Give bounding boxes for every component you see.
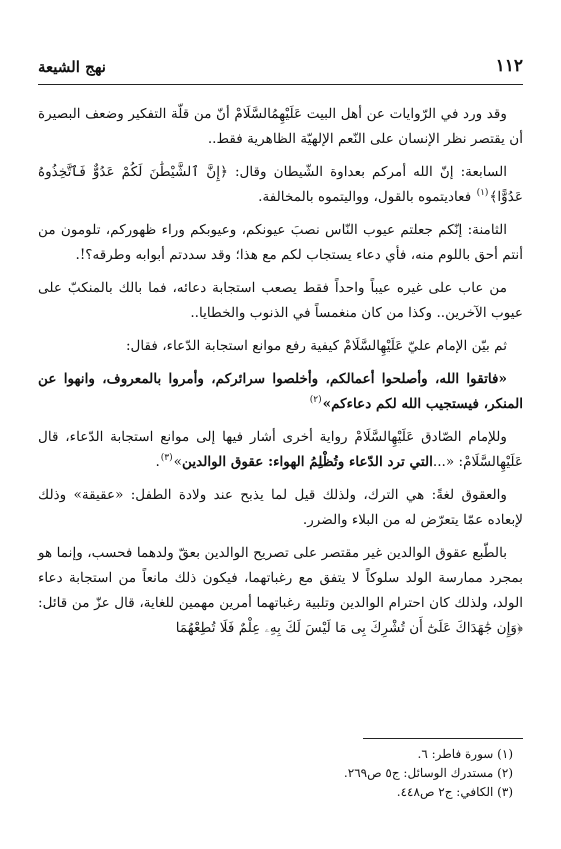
footnote-ref-1: (١) [476,188,489,199]
book-title: نهج الشيعة [38,58,106,76]
paragraph-9: بالطّبع عقوق الوالدين غير مقتصر على تصريح الوالدين بعقّ ولدهما فحسب، وإنما هو بمجرد ممارسة الولد سلوكاً لا يتفق مع رغباتهما، فيكون ذلك مانعاً من استجابة دعاء الولد، ولذلك كان احترام الوالدين وتلبية رغباتهما أمرين مهمين للغاية، قال عزّ من قائل: ﴿وَإِن جَٰهَدَاكَ عَلَىٰٓ أَن تُشْرِكَ بِى مَا لَيْسَ لَكَ بِهِۦ عِلْمٌ فَلَا تُطِعْهُمَا [38,545,523,636]
footnote-ref-2: (٢) [309,395,322,406]
paragraph-5: ثم بيّن الإمام عليّ عَلَيْهِالسَّلَامْ كيفية رفع موانع استجابة الدّعاء، فقال: [125,338,507,354]
paragraph-2 [38,160,523,210]
footnotes [38,738,523,802]
footnote-divider [363,738,523,739]
paragraph-6 [38,367,523,417]
paragraph-3: الثامنة: إنّكم جعلتم عيوب النّاس نصبَ عيونكم، وعيوبكم وراء ظهوركم، تلومون من أنتم أحق باللوم منه، فأي دعاء يستجاب لكم مع هذا؛ وقد سددتم أبوابه وطرقه؟!. [38,222,523,263]
page-header [38,50,523,85]
paragraph-2-text: السابعة: إنّ الله أمركم بعداوة الشّيطان وقال: ﴿إِنَّ ٱلشَّيْطَٰنَ لَكُمْ عَدُوٌّ فَٱتَّخِذُوهُ عَدُوًّا﴾ [38,164,523,205]
paragraph-7-end: . [155,454,160,470]
paragraph-7-close: » [173,454,182,470]
paragraph-4: من عاب على غيره عيباً واحداً فقط يصعب استجابة دعائه، فما بالك بالمنكبّ على عيوب الآخرين.. وكذا من كان منغمساً في الذنوب والخطايا.. [38,280,523,321]
footnote-3: (٣) الكافي: ج٢ ص٤٤٨. [396,785,513,799]
page-number: ١١٢ [495,56,523,76]
paragraph-7 [38,425,523,475]
paragraph-2-end: فعاديتموه بالقول، وواليتموه بالمخالفة. [258,189,476,205]
page-body [38,102,523,646]
paragraph-1: وقد ورد في الرّوايات عن أهل البيت عَلَيْهِمُالسَّلَامْ أنّ من قلّة التفكير وضعف البصيرة أن يقتصر نظر الإنسان على النّعم الإلهيّة الظاهرية فقط.. [38,106,523,147]
paragraph-7-text: وللإمام الصّادق عَلَيْهِالسَّلَامْ رواية أخرى أشار فيها إلى موانع استجابة الدّعاء، قال عَلَيْهِالسَّلَامْ: «... [38,429,523,470]
paragraph-7-bold: التي ترد الدّعاء وتُظْلِمُ الهواء: عقوق الوالدين [181,454,433,470]
footnote-ref-3: (٣) [160,453,173,464]
footnote-1: (١) سورة فاطر: ٦. [417,747,513,761]
footnote-2: (٢) مستدرك الوسائل: ج٥ ص٢٦٩. [343,766,513,780]
hadith-quote: «فاتقوا الله، وأصلحوا أعمالكم، وأخلصوا سرائركم، وأمروا بالمعروف، وانهوا عن المنكر، فيستجيب الله لكم دعاءكم» [38,371,523,412]
paragraph-8: والعقوق لغةً: هي الترك، ولذلك قيل لما يذبح عند ولادة الطفل: «عقيقة» وذلك لإبعاده عمّا يتعرّض له من البلاء والضرر. [38,487,523,528]
